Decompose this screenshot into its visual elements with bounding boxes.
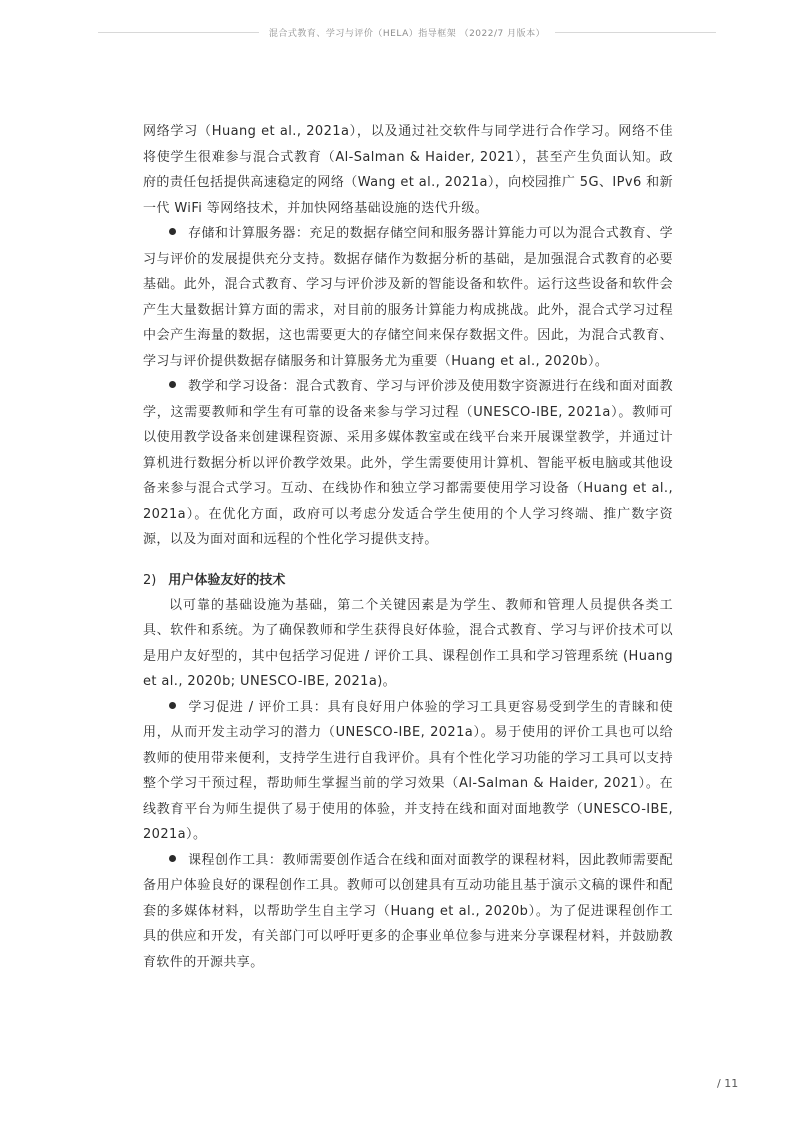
bullet-text: 课程创作工具：教师需要创作适合在线和面对面教学的课程材料，因此教师需要配备用户体验良好的课程创作工具。教师可以创建具有互动功能且基于演示文稿的课件和配套的多媒体材料，以帮助学生自主学习（Huang et al., 2020b）。为了促进课程创作工具的供应和开发，有关部门可以呼吁更多的企事业单位参与进来分享课程材料，并鼓励教育软件的开源共享。 — [143, 852, 673, 970]
section-heading — [143, 568, 673, 593]
section-title: 用户体验友好的技术 — [168, 572, 286, 588]
bullet-dot-icon — [169, 381, 176, 388]
bullet-storage-computing — [143, 221, 673, 374]
bullet-dot-icon — [169, 228, 176, 235]
bullet-text: 存储和计算服务器：充足的数据存储空间和服务器计算能力可以为混合式教育、学习与评价的发展提供充分支持。数据存储作为数据分析的基础，是加强混合式教育的必要基础。此外，混合式教育、学习与评价涉及新的智能设备和软件。运行这些设备和软件会产生大量数据计算方面的需求，对目前的服务计算能力构成挑战。此外，混合式学习过程中会产生海量的数据，这也需要更大的存储空间来保存数据文件。因此，为混合式教育、学习与评价提供数据存储服务和计算服务尤为重要（Huang et al., 2020b）。 — [143, 226, 673, 369]
page-number: / 11 — [717, 1077, 739, 1090]
header-rule-left — [98, 32, 259, 33]
section-number: 2) — [143, 572, 157, 588]
bullet-course-authoring-tools — [143, 848, 673, 976]
bullet-dot-icon — [169, 855, 176, 862]
running-header — [98, 22, 716, 42]
bullet-learning-assessment-tools — [143, 695, 673, 848]
paragraph-network-continued: 网络学习（Huang et al., 2021a），以及通过社交软件与同学进行合作学习。网络不佳将使学生很难参与混合式教育（Al-Salman & Haider, 2021），甚至产生负面认知。政府的责任包括提供高速稳定的网络（Wang et al., 2021a），向校园推广 5G、IPv6 和新一代 WiFi 等网络技术，并加快网络基础设施的迭代升级。 — [143, 124, 673, 216]
bullet-teaching-devices — [143, 374, 673, 553]
bullet-dot-icon — [169, 702, 176, 709]
bullet-text: 学习促进 / 评价工具：具有良好用户体验的学习工具更容易受到学生的青睐和使用，从而开发主动学习的潜力（UNESCO-IBE, 2021a）。易于使用的评价工具也可以给教师的使用带来便利，支持学生进行自我评价。具有个性化学习功能的学习工具可以支持整个学习干预过程，帮助师生掌握当前的学习效果（Al-Salman & Haider, 2021）。在线教育平台为师生提供了易于使用的体验，并支持在线和面对面地教学（UNESCO-IBE, 2021a）。 — [143, 699, 673, 842]
page-body — [143, 119, 673, 975]
bullet-text: 教学和学习设备：混合式教育、学习与评价涉及使用数字资源进行在线和面对面教学，这需要教师和学生有可靠的设备来参与学习过程（UNESCO-IBE, 2021a）。教师可以使用教学设备来创建课程资源、采用多媒体教室或在线平台来开展课堂教学，并通过计算机进行数据分析以评价教学效果。此外，学生需要使用计算机、智能平板电脑或其他设备来参与混合式学习。互动、在线协作和独立学习都需要使用学习设备（Huang et al., 2021a）。在优化方面，政府可以考虑分发适合学生使用的个人学习终端、推广数字资源，以及为面对面和远程的个性化学习提供支持。 — [143, 379, 673, 547]
header-title: 混合式教育、学习与评价（HELA）指导框架 （2022/7 月版本） — [268, 28, 546, 39]
header-rule-right — [555, 32, 716, 33]
section-intro-paragraph: 以可靠的基础设施为基础，第二个关键因素是为学生、教师和管理人员提供各类工具、软件和系统。为了确保教师和学生获得良好体验，混合式教育、学习与评价技术可以是用户友好型的，其中包括学习促进 / 评价工具、课程创作工具和学习管理系统 (Huang et al., 2020b; UNESCO-IBE, 2021a)。 — [143, 597, 673, 689]
